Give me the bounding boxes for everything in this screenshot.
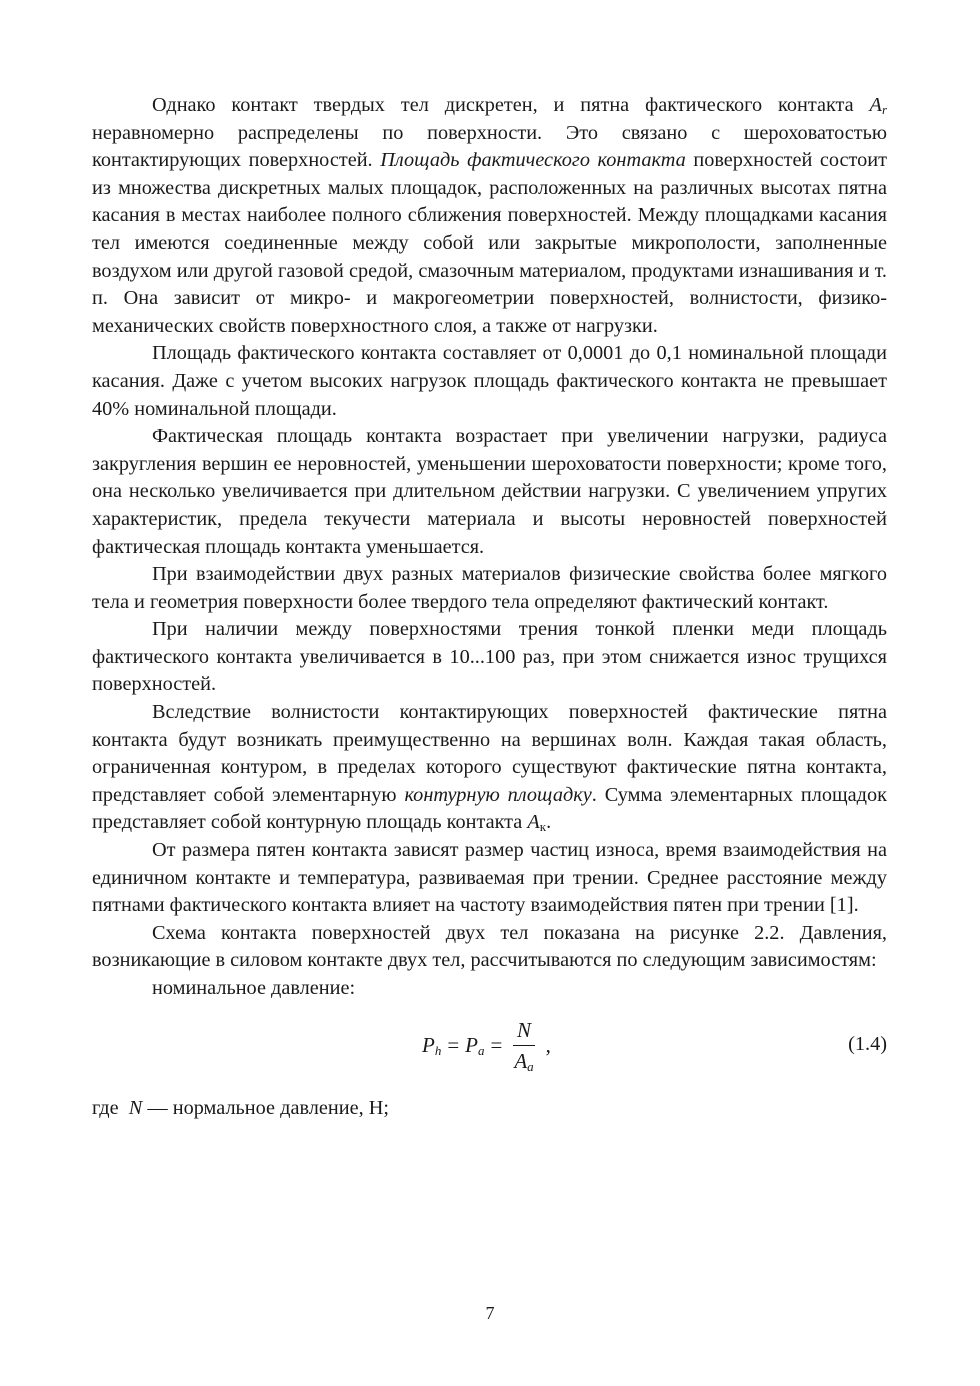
paragraph-6: Вследствие волнистости контактирующих поверхностей фактические пятна контакта будут возникать преимущественно на вершинах волн. Каждая такая область, ограниченная контуром, в пределах которого существуют фактические пятна контакта, представляет собой элементарную контурную площадку. Сумма элементарных площадок представляет собой контурную площадь контакта $A_к$.: [92, 701, 887, 835]
fraction-numerator: N: [513, 1017, 535, 1046]
paragraph-4: При взаимодействии двух разных материалов физические свойства более мягкого тела и геометрия поверхности более твердого тела определяют фактический контакт.: [92, 563, 887, 613]
defined-term: Площадь фактического контакта: [380, 149, 686, 172]
paragraph-8: Схема контакта поверхностей двух тел показана на рисунке 2.2. Давления, возникающие в силовом контакте двух тел, рассчитываются по следующим зависимостям:: [92, 921, 887, 972]
equals-sign: =: [447, 1032, 460, 1057]
formula-mid: $P_a$: [465, 1032, 485, 1058]
formula-comma: ,: [545, 1032, 551, 1057]
fraction: [510, 1017, 537, 1074]
symbol-subscript: к: [539, 819, 547, 835]
defined-term: контурную площадку: [404, 783, 592, 806]
equation-number: (1.4): [848, 1032, 887, 1055]
page-number: 7: [485, 1303, 495, 1323]
paragraph-2: Площадь фактического контакта составляет от 0,0001 до 0,1 номинальной площади касания. Даже с учетом высоких нагрузок площадь фактического контакта не превышает 40% номинальной площади.: [92, 342, 887, 420]
equals-sign: =: [490, 1032, 503, 1057]
symbol-a: A: [527, 811, 540, 834]
paragraph-9: номинальное давление:: [152, 977, 356, 999]
paragraph-7: От размера пятен контакта зависят размер частиц износа, время взаимодействия на единичном контакте и температура, развиваемая при трении. Среднее расстояние между пятнами фактического контакта влияет на частоту взаимодействия пятен при трении [1].: [92, 839, 887, 917]
formula-lhs: $P_h$: [422, 1032, 442, 1058]
document-page: [92, 92, 887, 1122]
where-line: где N — нормальное давление, Н;: [92, 1096, 390, 1119]
symbol-n: N: [128, 1096, 143, 1119]
paragraph-5: При наличии между поверхностями трения тонкой пленки меди площадь фактического контакта увеличивается в 10...100 раз, при этом снижается износ трущихся поверхностей.: [92, 618, 887, 696]
symbol-a: A: [869, 94, 882, 116]
formula-1-4: [92, 1011, 887, 1081]
paragraph-1: Однако контакт твердых тел дискретен, и пятна фактического контакта $A_r$ неравномерно распределены по поверхности. Это связано с шероховатостью контактирующих поверхностей. Площадь фактического контакта поверхностей состоит из множества дискретных малых площадок, расположенных на различных высотах пятна касания в местах наиболее полного сближения поверхностей. Между площадками касания тел имеются соединенные между собой или закрытые микрополости, заполненные воздухом или другой газовой средой, смазочным материалом, продуктами изнашивания и т. п. Она зависит от микро- и макрогеометрии поверхностей, волнистости, физико-механических свойств поверхностного слоя, а также от нагрузки.: [92, 94, 887, 337]
paragraph-3: Фактическая площадь контакта возрастает при увеличении нагрузки, радиуса закругления вершин ее неровностей, уменьшении шероховатости поверхности; кроме того, она несколько увеличивается при длительном действии нагрузки. С увеличением упругих характеристик, предела текучести материала и высоты неровностей поверхностей фактическая площадь контакта уменьшается.: [92, 425, 887, 558]
fraction-denominator: $A_a$: [514, 1049, 534, 1075]
formula-expression: [422, 1011, 551, 1081]
symbol-subscript: r: [881, 102, 887, 117]
